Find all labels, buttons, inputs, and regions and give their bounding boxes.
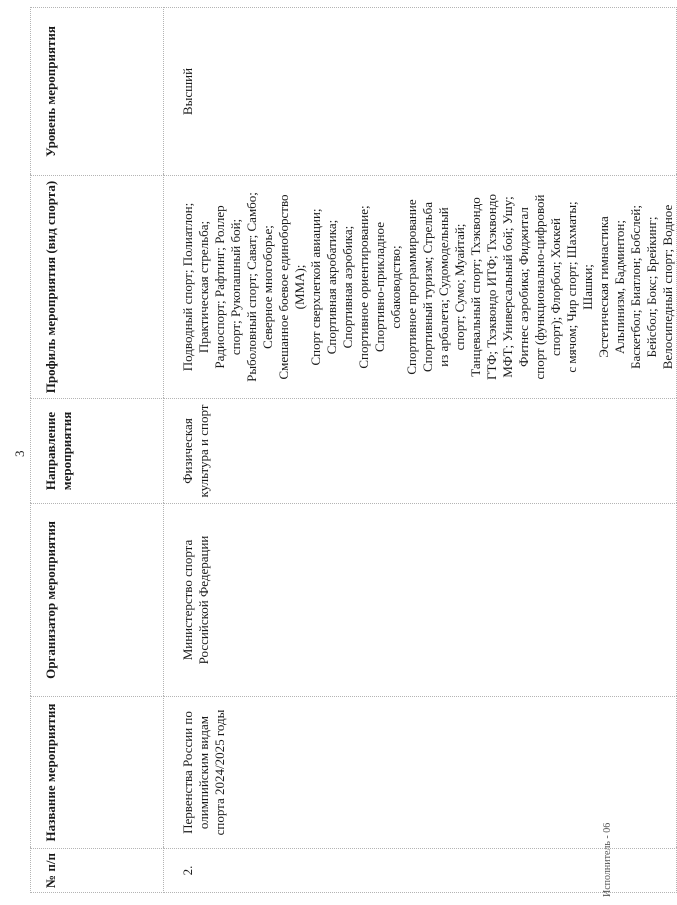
profile-line: спорт; Сумо; Муайтай;: [452, 223, 467, 351]
profile-line: Шашки;: [580, 264, 595, 310]
header-level: Уровень мероприятия: [31, 8, 164, 176]
profile-line: Спортивное ориентирование;: [356, 205, 371, 369]
profile-line: Альпинизм, Бадминтон;: [612, 220, 627, 354]
cell-number: 2.: [164, 849, 677, 893]
profile-list: [180, 179, 676, 395]
profile-line: Подводный спорт; Полиатлон;: [180, 202, 195, 372]
profile-line: с мячом; Чир спорт; Шахматы;: [564, 201, 579, 373]
profile-line: Радиоспорт; Рафтинг; Роллер: [212, 205, 227, 369]
page-number: 3: [12, 450, 27, 457]
profile-line: Бейсбол; Бокс; Брейкинг;: [644, 216, 659, 358]
cell-direction: Физическая культура и спорт: [164, 399, 677, 504]
profile-line: ГТФ; Тхэквондо ИТФ; Тхэквондо: [484, 194, 499, 381]
profile-line: собаководство;: [388, 245, 403, 329]
profile-line: Баскетбол; Биатлон; Бобслей;: [628, 205, 643, 369]
header-name: Название мероприятия: [31, 697, 164, 849]
profile-line: спорт; Рукопашный бой;: [228, 218, 243, 356]
header-direction: Направление мероприятия: [31, 399, 164, 504]
profile-line: Рыболовный спорт; Сават; Самбо;: [244, 192, 259, 382]
cell-organizer: Министерство спорта Российской Федерации: [164, 504, 677, 697]
profile-line: Спорт сверхлегкой авиации;: [308, 208, 323, 366]
cell-name: Первенства России по олимпийским видам спорта 2024/2025 годы: [164, 697, 677, 849]
header-number: № п/п: [31, 849, 164, 893]
profile-line: Смешанное боевое единоборство: [276, 194, 291, 380]
cell-profile: [164, 176, 677, 399]
profile-line: Велосипедный спорт; Водное: [660, 204, 675, 370]
table-row: [164, 8, 677, 893]
executor-stamp: Исполнитель - 06: [602, 822, 613, 897]
events-table: [30, 7, 677, 893]
profile-line: Фитнес аэробика; Фиджитал: [516, 207, 531, 367]
profile-line: Танцевальный спорт; Тхэквондо: [468, 197, 483, 377]
profile-line: Практическая стрельба;: [196, 220, 211, 354]
profile-line: Спортивное программирование: [404, 199, 419, 375]
profile-line: МФТ; Универсальный бой; Ушу;: [500, 196, 515, 378]
profile-line: Спортивная аэробика;: [340, 225, 355, 349]
profile-line: Спортивно-прикладное: [372, 222, 387, 353]
profile-line: Спортивная акробатика;: [324, 219, 339, 355]
table-header-row: [31, 8, 164, 893]
profile-line: Северное многоборье;: [260, 225, 275, 349]
profile-line: Эстетическая гимнастика: [596, 216, 611, 358]
profile-line: спорт (функционально-цифровой: [532, 194, 547, 380]
cell-level: Высший: [164, 8, 677, 176]
profile-line: из арбалета; Судомодельный: [436, 207, 451, 367]
header-organizer: Организатор мероприятия: [31, 504, 164, 697]
profile-line: спорт); Флорбол; Хоккей: [548, 218, 563, 356]
profile-line: (ММА);: [292, 264, 307, 310]
header-profile: Профиль мероприятия (вид спорта): [31, 176, 164, 399]
profile-line: Спортивный туризм; Стрельба: [420, 201, 435, 373]
